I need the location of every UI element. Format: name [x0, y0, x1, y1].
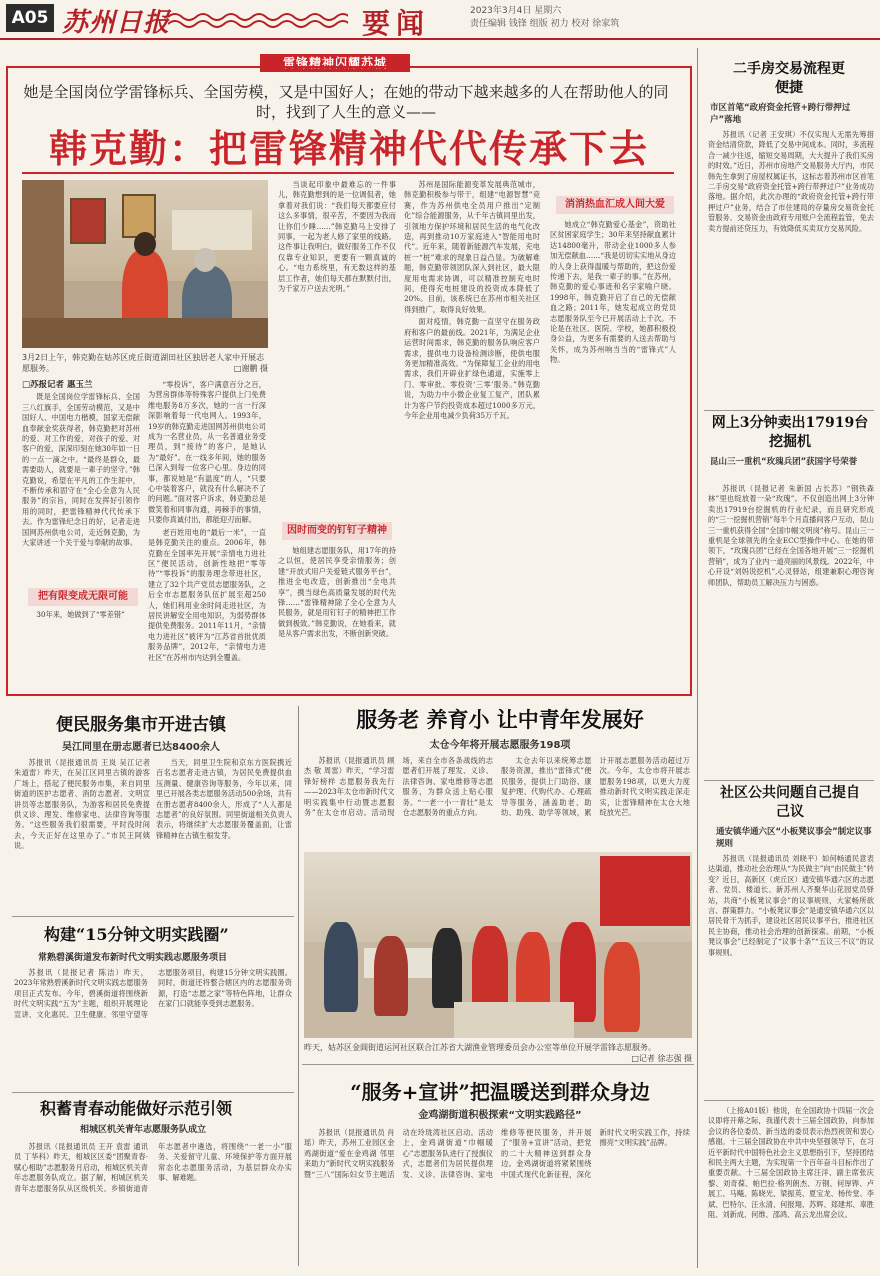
story-practice-title: 构建“15分钟文明实践圈”	[44, 925, 229, 944]
right-column-separator	[697, 48, 698, 1268]
story-publicity-text: 苏报讯（昆报通讯员 肖瑶）昨天，苏州工业园区金鸡湖街道“爱在金鸡湖 邻里来助力”新时代文明实践服务暨“三八”国际妇女节主题活动在玲珑湾社区启动。活动上，金鸡湖街道“巾帼暖心”志愿服务队进行了授旗仪式，志愿者们为居民提供理发、义诊、法律咨询、家电维修等便民服务，并开展了“服务+宣讲”活动，把党的二十大精神送到群众身边。金鸡湖街道将紧紧围绕中国式现代化新征程，深化新时代文明实践工作，持续擦亮“文明实践”品牌。	[304, 1128, 690, 1179]
story-practice-text: 苏报讯（昆报记者 陈洁）昨天，2023年常熟碧溪新时代文明实践志愿服务项目正式发布。今年，碧溪街道将围绕新时代文明实践“五为”主题，组织开展理论宣讲、文化惠民、卫生健康、邻里守望等志愿服务项目，构建15分钟文明实践圈。同时，街道还将整合辖区内的志愿服务资源，打造“志愿之家”等特色阵地，让群众在家门口就能享受到志愿服务。	[14, 968, 292, 1019]
story-services-text1: 苏报讯（昆报通讯员 王岚 吴江记者 朱道雷）昨天，在吴江区同里古镇的游客广场上，搭起了便民服务市集，来自同里街道的医护志愿者、消防志愿者、文明宣讲员等志愿服务队，为游客和居民免费提供义诊、理发、维修家电、法律咨询等服务。“这些服务我们很需要，平时没时间去，今天正好在这里办了。”市民王阿姨说。	[14, 758, 150, 851]
story-services-col2	[156, 758, 292, 908]
story-youth-subtitle: 相城区机关青年志愿服务队成立	[80, 1125, 207, 1135]
main-col-6-text: 她成立“韩克勤爱心基金”，资助社区贫困家庭学生；30年来坚持献血累计达14800毫升，带动企业1000多人参加无偿献血……“我是切切实实地从身边的人身上获得温暖与帮助的，把这份爱传递下去，是我一辈子的事。”在苏州，韩克勤的爱心事迹和名字家喻户晓。1998年，韩克勤开启了自己的无偿献血之路；2011年，她发起成立的党员志愿服务队至今已开展活动上千次。不论是在社区、医院、学校，她都积极投身公益，为更多有需要的人送去帮助与关怀，成为苏州响当当的“雷锋式”人物。	[550, 220, 676, 365]
lower-mid-divider	[302, 1064, 694, 1065]
right-divider-1	[704, 410, 874, 411]
story-house-subtitle: 市区首笔“政府资金托管+跨行带押过户”落地	[710, 103, 851, 125]
main-col-2b-text: 老百姓用电的“最后一米”，一直是韩克勤关注的重点。2006年，韩克勤在全国率先开展“亲情电力进社区”便民活动，创新性地把“零等待”“零投诉”的服务理念带进社区，建立了32个共产党员志愿服务队，之后全市志愿服务队伍扩展至超250人，她们利用业余时间走进社区，为居民讲解安全用电知识，为弱势群体提供免费服务。2011年11月，“亲情电力进社区”被评为“江苏省首批优质服务品牌”，2012年，“亲情电力进社区”在苏州市内达到全覆盖。	[148, 527, 266, 662]
subhead-limited: 把有限变成无限可能	[28, 588, 138, 606]
story-bench-body: 苏报讯（昆报通讯员 刘晓平）如何畅通民意表达渠道，推动社会治理从“为民做主”向“由民做主”转变？近日，高新区（虎丘区）通安镇华通六区的志愿者、党员、楼道长、新苏州人齐聚华山花园党员驿站，共商“小板凳议事会”的议事规则，大家畅所欲言、群策群力。“小板凳议事会”是通安镇华通六区以居民骨干为抓手，建设社区居民议事平台，推进社区民主协商，推动社会治理的创新探索。前期，“小板凳议事会”已经制定了“议事十条”“五议三不议”的议事规则。	[708, 854, 874, 957]
story-bench-subtitle: 通安镇华通六区“小板凳议事会”制定议事规则	[716, 827, 872, 849]
section-title: 要闻	[362, 7, 431, 40]
volunteer-caption-text: 昨天，姑苏区金阊街道运河社区联合江苏省大湖渔业管理委员会办公室等单位开展学雷锋志愿服务。	[304, 1043, 656, 1052]
story-services-subtitle: 吴江同里在册志愿者已达8400余人	[62, 742, 220, 753]
main-headline: 韩克勤：把雷锋精神代代传承下去	[48, 126, 649, 171]
lower-left-divider-1	[12, 916, 294, 917]
story-publicity-title: “服务+宣讲”把温暖送到群众身边	[350, 1080, 650, 1104]
main-col-3	[278, 180, 396, 515]
story-bench-text	[708, 854, 874, 1086]
story-youth-title: 积蓄青春动能做好示范引领	[40, 1099, 233, 1118]
main-kicker: 她是全国岗位学雷锋标兵、全国劳模，又是中国好人；在她的带动下越来越多的人在帮助他人的同时，找到了人生的意义——	[23, 83, 669, 121]
masthead	[0, 0, 880, 40]
main-col-5-text: 面对疫情，韩克勤一直坚守在服务政府和客户的最前线。2021年，为满足企业运营时间需求，韩克勤的服务队响应客户需求，提供电力设备检测诊断，使供电服务更加精准高效。“为保障复工企业的用电需求，我们开辟业扩绿色通道，实施零上门、零审批、零投资‘三零’服务。”韩克勤说，为助力中小微企业复工复产，团队累计为客户节约投资成本超过1000多万元，今年企业用电减少负荷35万千瓦。	[404, 317, 540, 420]
volunteer-caption-credit: □记者 徐志强 摄	[631, 1054, 692, 1063]
story-publicity-subtitle: 金鸡湖街道积极探索“文明实践路径”	[418, 1110, 582, 1121]
main-col-6	[550, 220, 676, 690]
page-number: A05	[6, 4, 54, 32]
main-col-4-text: 苏州是国际能源变革发展典范城市，韩克勤积极参与带干，组建“电源智慧”竞赛，作为苏州供电全员用户推出“定制化”综合能源服务，从千年古镇同里出发，引领地方保护环境和居民生活的电气化改造，再到推动10万家庭进入“智能用电时代”。近年来，随着新能源汽车发展，充电桩一“桩”难求的现象日益凸显。为破解难题，韩克勤带领团队深入到社区，最大限度用电需求协调，可以精准控制充电时间，使得充电桩建设的投资成本降低了20%。目前，该系统已在苏州市相关社区得到推广，取得良好效果。	[404, 180, 540, 314]
story-cppcc-body: （上接A01版）他说，在全国政协十四届一次会议即将开幕之际，我谨代表十三届全国政协，向参加会议的各位委员、新当选的委员表示热烈祝贺和衷心感谢。十三届全国政协在中共中央坚强领导下，在习近平新时代中国特色社会主义思想指引下，坚持团结和民主两大主题，为实现第一个百年奋斗目标作出了重要贡献。十三届全国政协主席汪洋、副主席张庆黎、刘奇葆、帕巴拉·格列朗杰、万钢、何厚铧、卢展工、马飚、陈晓光、梁振英、夏宝龙、杨传堂、李斌、巴特尔、汪永清、何报翔、苏辉、郑建邦、辜胜阻、刘新成、何维、邵鸿、高云龙出席会议。	[708, 1106, 874, 1220]
caption-credit: □谢鹏 摄	[233, 364, 268, 373]
story-bench-title: 社区公共问题自己提自己议	[720, 785, 860, 820]
date-meta	[470, 5, 619, 31]
paper-name-logo: 苏州日报	[62, 8, 171, 38]
story-publicity-col	[304, 1128, 690, 1272]
issue-date: 2023年3月4日 星期六	[470, 6, 562, 16]
right-divider-2	[704, 780, 874, 781]
story-practice-subtitle: 常熟碧溪街道发布新时代文明实践志愿服务项目	[38, 953, 228, 963]
main-col-2	[148, 380, 266, 690]
volunteer-photo-caption	[304, 1042, 692, 1064]
story-excavator-title: 网上3分钟卖出17919台挖掘机	[711, 415, 869, 450]
caption-text: 3月2日上午，韩克勤在姑苏区虎丘街道湖田社区独居老人家中开展志愿服务。	[22, 353, 265, 373]
main-col-1-text: 既是全国岗位学雷锋标兵、全国三八红旗手，全国劳动模范，又是中国好人、中国电力楷模，国家无偿献血奉献金奖获得者，韩克勤把对苏州的爱、对工作的爱、对孩子的爱、对客户的爱，深深印刻在她30年如一日的一点一滴之中。“最终是群众，最需要助人，就要是一辈子的坚守。”韩克勤说，希望在平凡的工作生涯中，不断传承和固守在“全心全意为人民服务”的宗旨，同时在发挥好引领作用的同时，把雷锋精神代代传承下去。作为雷锋纪念日的好，记者走进国网苏州供电公司，走近韩克勤，为大家讲述一个关于爱与奉献的故事。	[22, 392, 140, 548]
story-cppcc-text	[708, 1106, 874, 1270]
story-house-text	[708, 130, 874, 400]
story-elderly-text2: 太仓去年以来统筹志愿服务资源，推出“雷锋式”便民服务，提供上门助浴、康复护理、代购代办、心理疏导等服务，涵盖助老、助幼、助残、助学等领域，累计开展志愿服务活动超过万次。今年，太仓市将开展志愿服务198项，以更大力度推动新时代文明实践走深走实，让雷锋精神在太仓大地绽放光芒。	[501, 756, 690, 818]
story-youth-col	[14, 1142, 292, 1272]
main-col-3b	[278, 546, 396, 690]
headline-divider	[22, 172, 674, 174]
story-elderly-text1: 苏报讯（昆报通讯员 顾杰 敬 周雷）昨天，“学习雷锋好榜样 志愿服务我先行——2023年太仓市新时代文明实践集中行动暨志愿服务”在太仓市启动。活动现场，来自全市各条战线的志愿者们开展了理发、义诊、法律咨询、家电维修等志愿服务，为群众送上贴心服务。“一老一小一青壮”是太仓志愿服务的重点方向。	[304, 756, 493, 818]
story-elderly-subtitle: 太仓今年将开展志愿服务198项	[429, 740, 571, 751]
story-practice-col	[14, 968, 292, 1088]
right-divider-3	[704, 1100, 874, 1101]
main-photo-caption	[22, 352, 268, 374]
subhead-nail-spirit: 因时而变的钉钉子精神	[282, 522, 392, 540]
story-house-title: 二手房交易流程更便捷	[733, 61, 845, 96]
story-elderly-title: 服务老 养育小 让中青年发展好	[356, 707, 644, 732]
main-photo	[22, 180, 268, 348]
lower-left-divider-2	[12, 1092, 294, 1093]
story-services-title: 便民服务集市开进古镇	[56, 715, 226, 735]
main-col-4	[404, 180, 540, 690]
volunteer-photo	[304, 852, 692, 1038]
main-col-1b	[22, 610, 140, 690]
main-col-3-text: 当谈起印象中最难忘的一件事儿，韩克勤想到的是一位调侃者，她拿着对我们说：“我们每天都要应付这么多事情，很辛苦，不要因为我而让你们少睡……”韩克勤马上安排了同事，一起为老人修了家里的线路。这件事让我明白，做好服务工作不仅仅靠专业知识，更要有一颗真诚的心。“电力系统里，有无数这样的基层工作者，她们每天都在默默付出，为千家万户送去光明。”	[278, 180, 396, 294]
story-house-body: 苏报讯（记者 王安琪）不仅实现人无需先筹措资金结清贷款，降低了交易中间成本。同时，多流程合一减少往返，缩短交易周期，大大提升了我们买房的时效。”近日，苏州市房地产交易服务大厅内，市民韩先生拿到了房屋权属证书，这标志着苏州市区首笔二手房交易“政府资金托管+跨行带押过户”业务成功落地。据介绍，此次办理的“政府资金托管+跨行带押过户”业务，结合了市住建局的存量房交易资金托管服务、交易资金由政府专用账户全流程监管，免去卖方提前还贷压力，有效降低买卖双方交易风险。	[708, 130, 874, 233]
wave-ornament-icon	[168, 12, 348, 28]
main-byline: □苏报记者 惠玉兰	[22, 380, 93, 390]
story-excavator-subtitle: 昆山三一重机“玫瑰兵团”获国字号荣誉	[710, 457, 858, 467]
story-excavator-body: 苏报讯（昆报记者 朱新国 占长苏）“钢铁森林”里也绽放着一朵“玫瑰”。不仅创造出网上3分钟卖出17919台挖掘机的行业纪录，而且研究形成的“三一挖掘机营销”每半个月直播间客户互动，昆山三一重机获得全国“全国巾帼文明岗”称号。昆山三一重机是全球领先的全业ECC型操作中心。在她的带领下，“玫瑰兵团”已经在全国各地开展“三一挖掘机营销”，成为了业内一道亮丽的风景线。2022年，中心开设“刘妈说挖机”,心灵驿站，组建兼职心理咨询师团队，帮助员工解决压力与困惑。	[708, 484, 874, 587]
story-services-col1	[14, 758, 150, 908]
story-elderly-col	[304, 756, 690, 848]
story-services-text2: 当天，同里卫生院和京东方医院携近百名志愿者走进古镇，为居民免费提供血压测量、健康咨询等服务，今年以来，同里已开展各类志愿服务活动500余场，共有在册志愿者8400余人，形成了“人人都是志愿者”的良好氛围。同里街道相关负责人表示，将继续扩大志愿服务覆盖面，让雷锋精神在古镇生根发芽。	[156, 758, 292, 840]
lower-column-separator	[298, 706, 299, 1266]
editors-line: 责任编辑 钱锋 组版 初力 校对 徐家筑	[470, 19, 620, 29]
main-col-1b-text: 30年来，她做到了“零差错”	[36, 610, 125, 619]
story-youth-text: 苏报讯（昆报通讯员 王开 袁雷 通讯员 丁华科）昨天，相城区区委“团聚青春·赋心相助”志愿服务月启动，相城区机关青年志愿服务队成立。据了解，相城区机关青年志愿服务队从区级机关、乡镇街道青年志愿者中遴选，将围绕“一老一小”服务、关爱留守儿童、环境保护等方面开展常态化志愿服务活动，为基层群众办实事、解难题。	[14, 1142, 292, 1193]
series-banner: 雷锋精神闪耀苏城	[260, 54, 410, 72]
main-col-3b-text: 她组建志愿服务队，用17年的持之以恒，使居民享受亲情服务；创建“开放式用户关爱链式服务平台”，推进全电改造，创新推出“全电共享”，携当绿色高质量发展的时代先锋……“雷锋精神除了全心全意为人民服务，就是用钉钉子的精神把工作做到极致。”韩克勤说，在她看来，就是从客户需求出发，不断创新突破。	[278, 546, 396, 639]
story-excavator-text	[708, 484, 874, 772]
subhead-blood-love: 消消热血汇成人间大爱	[556, 196, 674, 214]
main-col-2-text: “零投诉”，客户满意百分之百，为营房群体等特殊客户提供上门免费维电服务8万多次，她的一言一行深深影响着每一代电网人。1993年，19岁的韩克勤走进国网苏州供电公司成为一名营业员，从一名普通业务受理员，到“接待”的客户，是她认为“最好”。在一线多年间，她的服务已深入到每一位客户心里。身边的同事，都说她是“有温度”的人，“只要心中装着客户，就没有什么解决不了的问题。”面对客户诉求，韩克勤总是微笑着和同事沟通，再棘手的事情，只要你真诚付出，都能迎刃而解。	[148, 380, 266, 525]
